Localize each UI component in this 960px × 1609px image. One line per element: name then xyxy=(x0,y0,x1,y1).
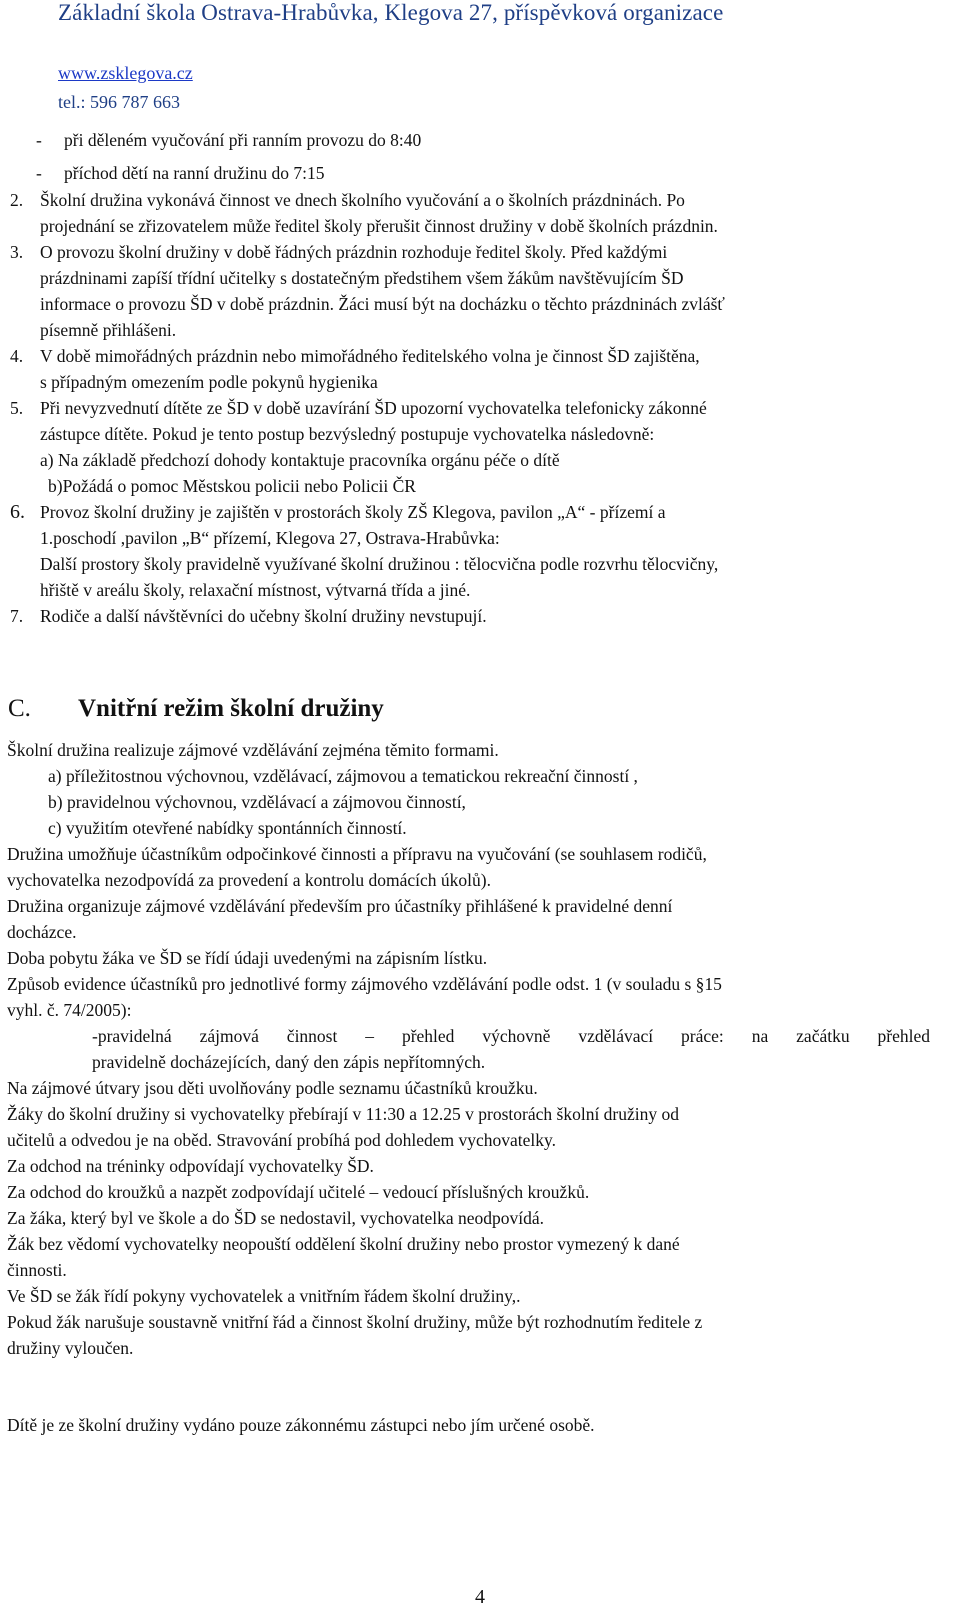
paragraph: družiny vyloučen. xyxy=(7,1338,134,1358)
list-item: zástupce dítěte. Pokud je tento postup bezvýsledný postupuje vychovatelka následovně: xyxy=(40,424,655,444)
list-item: Při nevyzvednutí dítěte ze ŠD v době uzavírání ŠD upozorní vychovatelka telefonicky zákonné xyxy=(40,398,707,418)
list-item: O provozu školní družiny v době řádných prázdnin rozhoduje ředitel školy. Před každými xyxy=(40,242,668,262)
list-number: 2. xyxy=(10,190,24,210)
list-number: 3. xyxy=(10,242,24,262)
website-link[interactable]: www.zsklegova.cz xyxy=(58,63,193,83)
paragraph: Ve ŠD se žák řídí pokyny vychovatelek a vnitřním řádem školní družiny,. xyxy=(7,1286,521,1306)
section-title: Vnitřní režim školní družiny xyxy=(78,695,384,722)
paragraph: Na zájmové útvary jsou děti uvolňovány podle seznamu účastníků kroužku. xyxy=(7,1078,538,1098)
list-item: V době mimořádných prázdnin nebo mimořádného ředitelského volna je činnost ŠD zajištěna, xyxy=(40,346,700,366)
paragraph: docházce. xyxy=(7,922,77,942)
list-item: Provoz školní družiny je zajištěn v prostorách školy ZŠ Klegova, pavilon „A“ - přízemí a xyxy=(40,502,666,522)
paragraph: -pravidelná zájmová činnost – přehled výchovně vzdělávací práce: na začátku přehled xyxy=(92,1026,930,1046)
paragraph: Doba pobytu žáka ve ŠD se řídí údaji uvedenými na zápisním lístku. xyxy=(7,948,488,968)
list-item: projednání se zřizovatelem může ředitel školy přerušit činnost družiny v době školních prázdnin. xyxy=(40,216,718,236)
phone-number: tel.: 596 787 663 xyxy=(58,92,180,112)
paragraph: Žáky do školní družiny si vychovatelky přebírají v 11:30 a 12.25 v prostorách školní družiny od xyxy=(7,1104,680,1124)
paragraph: činnosti. xyxy=(7,1260,67,1280)
dash-marker: - xyxy=(36,130,42,150)
dash-marker: - xyxy=(36,163,42,183)
paragraph: učitelů a odvedou je na oběd. Stravování probíhá pod dohledem vychovatelky. xyxy=(7,1130,556,1150)
paragraph: vychovatelka nezodpovídá za provedení a kontrolu domácích úkolů). xyxy=(7,870,492,890)
paragraph: Dítě je ze školní družiny vydáno pouze zákonnému zástupci nebo jím určené osobě. xyxy=(7,1415,595,1435)
list-item: b)Požádá o pomoc Městskou policii nebo Policii ČR xyxy=(48,476,416,496)
paragraph: Družina organizuje zájmové vzdělávání především pro účastníky přihlášené k pravidelné denní xyxy=(7,896,673,916)
list-item: Další prostory školy pravidelně využívané školní družinou : tělocvična podle rozvrhu tělocvičny, xyxy=(40,554,719,574)
paragraph: pravidelně docházejících, daný den zápis nepřítomných. xyxy=(92,1052,486,1072)
paragraph: Školní družina realizuje zájmové vzdělávání zejména těmito formami. xyxy=(7,740,499,760)
paragraph: Žák bez vědomí vychovatelky neopouští oddělení školní družiny nebo prostor vymezený k dané xyxy=(7,1234,680,1254)
list-item: informace o provozu ŠD v době prázdnin. Žáci musí být na docházku o těchto prázdninách zvlášť xyxy=(40,294,725,314)
list-number: 5. xyxy=(10,398,24,418)
list-item: prázdninami zapíší třídní učitelky s dostatečným předstihem všem žákům navštěvujícím ŠD xyxy=(40,268,684,288)
list-item: hřiště v areálu školy, relaxační místnost, výtvarná třída a jiné. xyxy=(40,580,471,600)
list-number: 7. xyxy=(10,606,24,626)
section-letter: C. xyxy=(8,695,31,722)
list-item: písemně přihlášeni. xyxy=(40,320,177,340)
list-item: 1.poschodí ,pavilon „B“ přízemí, Klegova 27, Ostrava-Hrabůvka: xyxy=(40,528,500,548)
list-item: s případným omezením podle pokynů hygienika xyxy=(40,372,378,392)
page-number: 4 xyxy=(475,1586,485,1608)
paragraph: vyhl. č. 74/2005): xyxy=(7,1000,132,1020)
paragraph: Družina umožňuje účastníkům odpočinkové činnosti a přípravu na vyučování (se souhlasem rodičů, xyxy=(7,844,707,864)
list-item: a) příležitostnou výchovnou, vzdělávací, zájmovou a tematickou rekreační činností , xyxy=(48,766,638,786)
list-number: 4. xyxy=(10,346,24,366)
paragraph: Způsob evidence účastníků pro jednotlivé formy zájmového vzdělávání podle odst. 1 (v souladu s §15 xyxy=(7,974,722,994)
list-item: příchod dětí na ranní družinu do 7:15 xyxy=(64,163,325,183)
paragraph: Za žáka, který byl ve škole a do ŠD se nedostavil, vychovatelka neodpovídá. xyxy=(7,1208,544,1228)
list-item: při děleném vyučování při ranním provozu do 8:40 xyxy=(64,130,422,150)
list-item: Školní družina vykonává činnost ve dnech školního vyučování a o školních prázdninách. Po xyxy=(40,190,685,210)
list-item: a) Na základě předchozí dohody kontaktuje pracovníka orgánu péče o dítě xyxy=(40,450,560,470)
paragraph: Pokud žák narušuje soustavně vnitřní řád a činnost školní družiny, může být rozhodnutím ředitele z xyxy=(7,1312,703,1332)
list-number: 6. xyxy=(10,501,25,523)
list-item: b) pravidelnou výchovnou, vzdělávací a zájmovou činností, xyxy=(48,792,466,812)
paragraph: Za odchod na tréninky odpovídají vychovatelky ŠD. xyxy=(7,1156,374,1176)
list-item: Rodiče a další návštěvníci do učebny školní družiny nevstupují. xyxy=(40,606,487,626)
list-item: c) využitím otevřené nabídky spontánních činností. xyxy=(48,818,407,838)
document-header: Základní škola Ostrava-Hrabůvka, Klegova 27, příspěvková organizace xyxy=(58,0,724,25)
paragraph: Za odchod do kroužků a nazpět zodpovídají učitelé – vedoucí příslušných kroužků. xyxy=(7,1182,590,1202)
